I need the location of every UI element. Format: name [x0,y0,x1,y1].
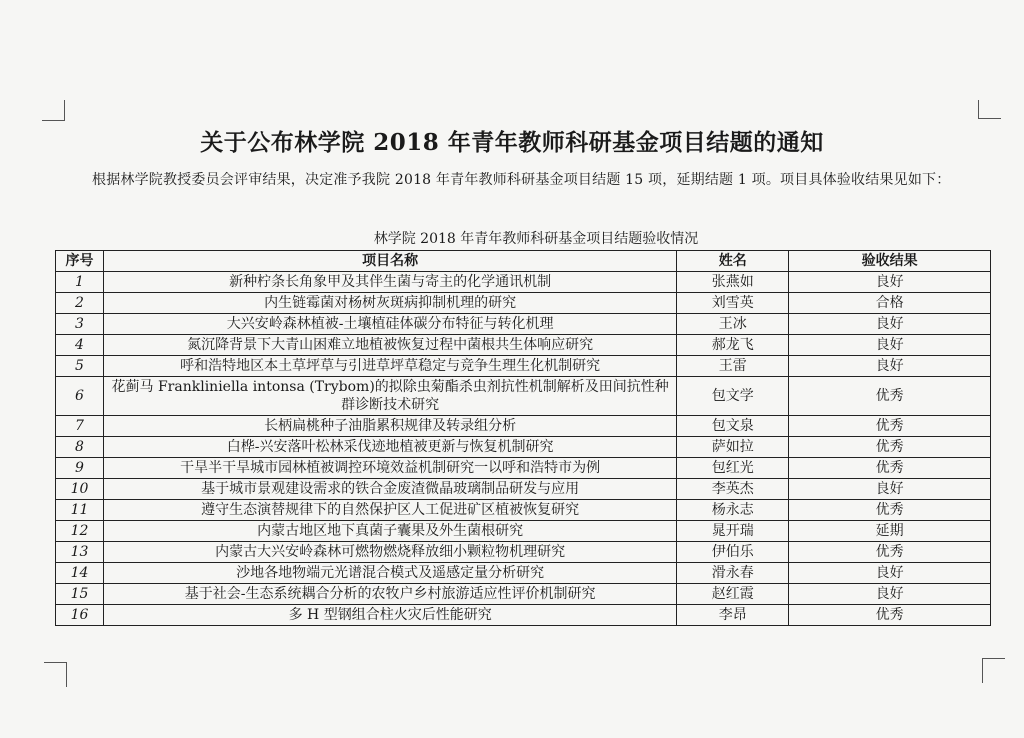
header-result: 验收结果 [789,251,991,272]
row-person: 晁开瑞 [677,521,789,542]
table-row [56,335,991,356]
table-row [56,356,991,377]
row-person: 张燕如 [677,272,789,293]
row-project-name: 基于社会-生态系统耦合分析的农牧户乡村旅游适应性评价机制研究 [103,584,676,605]
row-seq: 10 [56,479,104,500]
row-project-name: 内蒙古大兴安岭森林可燃物燃烧释放细小颗粒物机理研究 [103,542,676,563]
row-project-name: 多 H 型钢组合柱火灾后性能研究 [103,605,676,626]
row-result: 优秀 [789,377,991,416]
row-person: 伊伯乐 [677,542,789,563]
row-project-name: 遵守生态演替规律下的自然保护区人工促进矿区植被恢复研究 [103,500,676,521]
table-row [56,605,991,626]
row-result: 良好 [789,314,991,335]
row-person: 郝龙飞 [677,335,789,356]
row-seq: 2 [56,293,104,314]
table-row [56,437,991,458]
row-person: 包文学 [677,377,789,416]
crop-mark-top-right [978,100,1001,119]
row-seq: 1 [56,272,104,293]
row-seq: 11 [56,500,104,521]
row-person: 包红光 [677,458,789,479]
row-project-name: 内生链霉菌对杨树灰斑病抑制机理的研究 [103,293,676,314]
row-result: 优秀 [789,458,991,479]
row-seq: 7 [56,416,104,437]
row-project-name: 长柄扁桃种子油脂累积规律及转录组分析 [103,416,676,437]
row-result: 良好 [789,479,991,500]
table-row [56,479,991,500]
row-project-name: 呼和浩特地区本土草坪草与引进草坪草稳定与竞争生理生化机制研究 [103,356,676,377]
header-person: 姓名 [677,251,789,272]
row-seq: 12 [56,521,104,542]
row-result: 良好 [789,563,991,584]
row-project-name: 干旱半干旱城市园林植被调控环境效益机制研究一以呼和浩特市为例 [103,458,676,479]
row-person: 李英杰 [677,479,789,500]
row-project-name: 沙地各地物端元光谱混合模式及遥感定量分析研究 [103,563,676,584]
table-header-row [56,251,991,272]
row-seq: 5 [56,356,104,377]
row-seq: 3 [56,314,104,335]
row-seq: 14 [56,563,104,584]
row-project-name: 花蓟马 Frankliniella intonsa (Trybom)的拟除虫菊酯杀虫剂抗性机制解析及田间抗性种群诊断技术研究 [103,377,676,416]
intro-paragraph: 根据林学院教授委员会评审结果，决定准予我院 2018 年青年教师科研基金项目结题 15 项，延期结题 1 项。项目具体验收结果见如下： [92,172,951,188]
table-row [56,314,991,335]
table-row [56,542,991,563]
row-project-name: 内蒙古地区地下真菌子囊果及外生菌根研究 [103,521,676,542]
row-result: 优秀 [789,605,991,626]
header-project-name: 项目名称 [103,251,676,272]
row-result: 延期 [789,521,991,542]
crop-mark-bottom-right [982,658,1005,683]
row-person: 杨永志 [677,500,789,521]
row-result: 良好 [789,584,991,605]
row-project-name: 白桦-兴安落叶松林采伐迹地植被更新与恢复机制研究 [103,437,676,458]
row-seq: 6 [56,377,104,416]
row-result: 优秀 [789,542,991,563]
row-result: 优秀 [789,500,991,521]
table-row [56,584,991,605]
row-person: 萨如拉 [677,437,789,458]
row-result: 合格 [789,293,991,314]
row-project-name: 新种柠条长角象甲及其伴生菌与寄主的化学通讯机制 [103,272,676,293]
table-row [56,272,991,293]
row-person: 李昂 [677,605,789,626]
row-seq: 16 [56,605,104,626]
table-row [56,293,991,314]
row-result: 良好 [789,356,991,377]
row-seq: 4 [56,335,104,356]
row-project-name: 大兴安岭森林植被-土壤植硅体碳分布特征与转化机理 [103,314,676,335]
row-project-name: 氮沉降背景下大青山困难立地植被恢复过程中菌根共生体响应研究 [103,335,676,356]
table-row [56,458,991,479]
table-row [56,500,991,521]
row-seq: 13 [56,542,104,563]
crop-mark-top-left [42,100,65,121]
table-row [56,521,991,542]
row-seq: 15 [56,584,104,605]
row-person: 赵红霞 [677,584,789,605]
row-result: 良好 [789,335,991,356]
row-result: 良好 [789,272,991,293]
row-result: 优秀 [789,416,991,437]
row-person: 滑永春 [677,563,789,584]
crop-mark-bottom-left [44,662,67,687]
results-table [55,250,991,626]
row-person: 王冰 [677,314,789,335]
document-title: 关于公布林学院 2018 年青年教师科研基金项目结题的通知 [200,129,824,156]
header-seq: 序号 [56,251,104,272]
row-person: 刘雪英 [677,293,789,314]
row-seq: 8 [56,437,104,458]
table-row [56,377,991,416]
row-project-name: 基于城市景观建设需求的铁合金废渣微晶玻璃制品研发与应用 [103,479,676,500]
row-result: 优秀 [789,437,991,458]
table-row [56,416,991,437]
row-person: 王雷 [677,356,789,377]
row-seq: 9 [56,458,104,479]
row-person: 包文泉 [677,416,789,437]
table-caption: 林学院 2018 年青年教师科研基金项目结题验收情况 [373,231,699,247]
table-row [56,563,991,584]
